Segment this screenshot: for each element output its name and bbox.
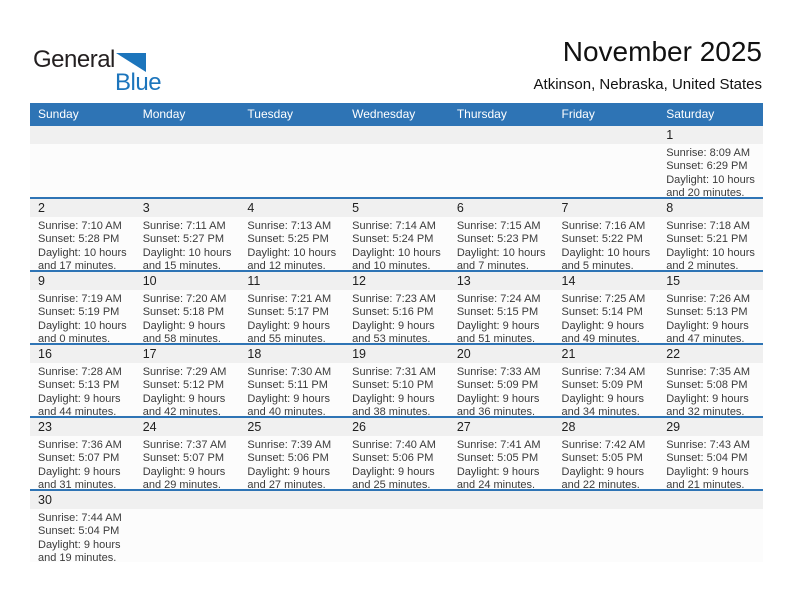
sunrise-line: Sunrise: 7:28 AM	[38, 365, 122, 378]
sunset-line: Sunset: 5:10 PM	[352, 379, 434, 391]
daylight-line-2: and 32 minutes.	[666, 406, 745, 418]
day-number: 10	[142, 274, 157, 288]
day-cell	[239, 126, 344, 197]
day-details	[38, 217, 131, 273]
day-details	[143, 363, 236, 419]
sunrise-line: Sunrise: 7:11 AM	[142, 219, 226, 232]
day-details	[143, 436, 236, 492]
day-number: 26	[352, 420, 367, 434]
daylight-line-2: and 0 minutes.	[38, 333, 111, 345]
day-cell	[658, 272, 763, 343]
daylight-line: Daylight: 9 hours	[561, 392, 645, 405]
day-number: 23	[38, 420, 52, 434]
daylight-line-2: and 44 minutes.	[38, 406, 117, 418]
day-details	[38, 290, 131, 346]
day-cell	[449, 418, 554, 489]
day-cell	[554, 345, 659, 416]
sunset-line: Sunset: 5:04 PM	[666, 452, 748, 464]
daylight-line-2: and 7 minutes.	[456, 260, 529, 272]
day-cell	[30, 345, 135, 416]
day-number: 9	[38, 274, 45, 288]
sunset-line: Sunset: 5:22 PM	[561, 233, 643, 245]
day-number: 29	[666, 420, 681, 434]
day-cell	[135, 199, 240, 270]
sunrise-line: Sunrise: 7:44 AM	[38, 511, 122, 524]
day-details	[352, 217, 445, 273]
sunset-line: Sunset: 5:06 PM	[352, 452, 434, 464]
day-number: 4	[247, 201, 255, 215]
day-cell	[135, 126, 240, 197]
daylight-line-2: and 27 minutes.	[247, 479, 326, 491]
day-details	[247, 363, 340, 419]
sunrise-line: Sunrise: 7:15 AM	[456, 219, 541, 232]
daylight-line-2: and 22 minutes.	[561, 479, 640, 491]
day-number: 18	[247, 347, 262, 361]
sunset-line: Sunset: 5:23 PM	[456, 233, 539, 245]
day-cell	[554, 126, 659, 197]
daylight-line-2: and 42 minutes.	[142, 406, 221, 418]
daylight-line-2: and 21 minutes.	[666, 479, 745, 491]
sunset-line: Sunset: 5:06 PM	[247, 452, 329, 464]
daylight-line: Daylight: 9 hours	[142, 465, 226, 478]
week-row	[30, 418, 763, 491]
daylight-line-2: and 5 minutes.	[561, 260, 634, 272]
sunrise-line: Sunrise: 7:42 AM	[561, 438, 646, 451]
daylight-line: Daylight: 9 hours	[247, 392, 330, 405]
daylight-line-2: and 29 minutes.	[142, 479, 221, 491]
day-cell	[344, 418, 449, 489]
daylight-line-2: and 10 minutes.	[352, 260, 431, 272]
weekday-header-friday: Friday	[561, 107, 595, 121]
sunset-line: Sunset: 5:27 PM	[142, 233, 225, 245]
weekday-header-wednesday: Wednesday	[352, 107, 416, 121]
sunrise-line: Sunrise: 7:18 AM	[666, 219, 750, 232]
sunrise-line: Sunrise: 7:43 AM	[666, 438, 750, 451]
daylight-line-2: and 24 minutes.	[456, 479, 536, 491]
day-number: 14	[561, 274, 576, 288]
day-cell	[554, 199, 659, 270]
day-number: 28	[561, 420, 576, 434]
day-details	[352, 436, 445, 492]
daylight-line: Daylight: 9 hours	[456, 392, 540, 405]
day-details	[247, 290, 340, 346]
sunset-line: Sunset: 5:11 PM	[247, 379, 328, 391]
weekday-header-monday: Monday	[142, 107, 186, 121]
day-number: 24	[142, 420, 157, 434]
sunrise-line: Sunrise: 7:33 AM	[456, 365, 541, 378]
day-number: 21	[561, 347, 576, 361]
day-cell	[30, 272, 135, 343]
sunset-line: Sunset: 5:13 PM	[38, 379, 120, 391]
daylight-line-2: and 40 minutes.	[247, 406, 326, 418]
calendar-weeks	[30, 126, 763, 562]
sunrise-line: Sunrise: 7:36 AM	[38, 438, 122, 451]
day-number: 30	[38, 493, 52, 507]
sunset-line: Sunset: 5:18 PM	[142, 306, 225, 318]
day-cell	[135, 272, 240, 343]
day-number: 11	[247, 274, 261, 288]
daylight-line: Daylight: 9 hours	[352, 465, 435, 478]
day-cell	[239, 272, 344, 343]
sunrise-line: Sunrise: 7:41 AM	[456, 438, 541, 451]
day-cell	[449, 199, 554, 270]
daylight-line: Daylight: 10 hours	[666, 173, 755, 186]
day-cell	[30, 418, 135, 489]
sunrise-line: Sunrise: 7:29 AM	[142, 365, 227, 378]
day-details	[143, 217, 236, 273]
daylight-line: Daylight: 10 hours	[142, 246, 232, 259]
week-row	[30, 126, 763, 199]
day-cell	[449, 126, 554, 197]
daylight-line: Daylight: 9 hours	[561, 319, 645, 332]
daylight-line-2: and 51 minutes.	[456, 333, 536, 345]
sunset-line: Sunset: 5:14 PM	[561, 306, 643, 318]
sunset-line: Sunset: 5:09 PM	[561, 379, 643, 391]
daylight-line: Daylight: 10 hours	[561, 246, 651, 259]
day-cell	[449, 491, 554, 562]
day-cell	[30, 126, 135, 197]
sunrise-line: Sunrise: 8:09 AM	[666, 146, 750, 159]
day-details	[38, 436, 131, 492]
daylight-line-2: and 36 minutes.	[456, 406, 536, 418]
day-cell	[658, 199, 763, 270]
day-cell	[239, 199, 344, 270]
daylight-line: Daylight: 10 hours	[666, 246, 755, 259]
sunrise-line: Sunrise: 7:21 AM	[247, 292, 332, 305]
daylight-line: Daylight: 10 hours	[38, 246, 127, 259]
day-details	[666, 436, 759, 492]
day-number: 17	[142, 347, 157, 361]
day-cell	[239, 418, 344, 489]
day-cell	[449, 345, 554, 416]
daylight-line-2: and 55 minutes.	[247, 333, 326, 345]
general-blue-logo	[33, 47, 183, 97]
sunrise-line: Sunrise: 7:31 AM	[352, 365, 436, 378]
logo-text-general: General	[33, 46, 115, 73]
day-details	[247, 217, 340, 273]
day-number: 16	[38, 347, 52, 361]
daylight-line-2: and 34 minutes.	[561, 406, 640, 418]
week-row	[30, 199, 763, 272]
sunset-line: Sunset: 5:05 PM	[561, 452, 643, 464]
day-cell	[554, 272, 659, 343]
day-cell	[239, 345, 344, 416]
sunset-line: Sunset: 5:08 PM	[666, 379, 748, 391]
day-cell	[554, 491, 659, 562]
daylight-line: Daylight: 9 hours	[561, 465, 645, 478]
day-details	[143, 290, 236, 346]
day-details	[457, 363, 550, 419]
sunset-line: Sunset: 5:17 PM	[247, 306, 329, 318]
sunset-line: Sunset: 5:19 PM	[38, 306, 120, 318]
daylight-line: Daylight: 9 hours	[38, 392, 121, 405]
day-cell	[658, 126, 763, 197]
day-details	[666, 217, 759, 273]
sunset-line: Sunset: 5:15 PM	[456, 306, 539, 318]
logo-text-blue: Blue	[115, 69, 162, 96]
day-cell	[658, 491, 763, 562]
daylight-line-2: and 25 minutes.	[352, 479, 431, 491]
day-number: 25	[247, 420, 262, 434]
day-cell	[135, 345, 240, 416]
sunrise-line: Sunrise: 7:20 AM	[142, 292, 227, 305]
weekday-header-saturday: Saturday	[666, 107, 715, 121]
day-details	[666, 363, 759, 419]
daylight-line-2: and 15 minutes.	[142, 260, 221, 272]
day-cell	[30, 491, 135, 562]
daylight-line-2: and 17 minutes.	[38, 260, 117, 272]
daylight-line: Daylight: 9 hours	[666, 465, 749, 478]
day-details	[38, 363, 131, 419]
day-details	[666, 144, 759, 200]
daylight-line: Daylight: 10 hours	[247, 246, 337, 259]
daylight-line: Daylight: 10 hours	[456, 246, 546, 259]
day-number: 7	[561, 201, 569, 215]
daylight-line-2: and 47 minutes.	[666, 333, 745, 345]
day-number: 15	[666, 274, 681, 288]
daylight-line-2: and 38 minutes.	[352, 406, 431, 418]
daylight-line-2: and 19 minutes.	[38, 552, 117, 564]
day-details	[562, 363, 655, 419]
daylight-line: Daylight: 9 hours	[456, 465, 540, 478]
day-number: 19	[352, 347, 367, 361]
day-details	[457, 436, 550, 492]
daylight-line-2: and 49 minutes.	[561, 333, 640, 345]
weekday-header-thursday: Thursday	[456, 107, 507, 121]
sunrise-line: Sunrise: 7:26 AM	[666, 292, 750, 305]
day-details	[666, 290, 759, 346]
day-number: 2	[38, 201, 45, 215]
day-number: 20	[456, 347, 471, 361]
daylight-line: Daylight: 10 hours	[352, 246, 441, 259]
sunrise-line: Sunrise: 7:23 AM	[352, 292, 436, 305]
day-number: 1	[666, 128, 674, 142]
daylight-line-2: and 20 minutes.	[666, 187, 745, 199]
day-details	[247, 436, 340, 492]
day-number: 12	[352, 274, 367, 288]
day-cell	[344, 199, 449, 270]
daylight-line: Daylight: 9 hours	[247, 465, 330, 478]
day-details	[562, 290, 655, 346]
sunrise-line: Sunrise: 7:24 AM	[456, 292, 541, 305]
day-cell	[239, 491, 344, 562]
sunrise-line: Sunrise: 7:34 AM	[561, 365, 646, 378]
sunrise-line: Sunrise: 7:10 AM	[38, 219, 122, 232]
daylight-line: Daylight: 9 hours	[666, 319, 749, 332]
daylight-line-2: and 12 minutes.	[247, 260, 326, 272]
day-details	[562, 436, 655, 492]
day-cell	[449, 272, 554, 343]
day-cell	[344, 272, 449, 343]
sunrise-line: Sunrise: 7:19 AM	[38, 292, 122, 305]
daylight-line: Daylight: 9 hours	[247, 319, 330, 332]
sunrise-line: Sunrise: 7:13 AM	[247, 219, 332, 232]
day-number: 13	[456, 274, 471, 288]
day-cell	[135, 418, 240, 489]
day-number: 6	[456, 201, 464, 215]
day-cell	[658, 345, 763, 416]
daylight-line-2: and 31 minutes.	[38, 479, 117, 491]
weekday-header-sunday: Sunday	[38, 107, 79, 121]
day-number: 3	[142, 201, 150, 215]
weekday-header-row	[30, 103, 763, 126]
sunset-line: Sunset: 5:04 PM	[38, 525, 120, 537]
calendar-grid	[30, 103, 763, 562]
daylight-line: Daylight: 9 hours	[38, 465, 121, 478]
day-number: 5	[352, 201, 360, 215]
daylight-line: Daylight: 10 hours	[38, 319, 127, 332]
sunset-line: Sunset: 5:13 PM	[666, 306, 748, 318]
day-details	[562, 217, 655, 273]
day-cell	[658, 418, 763, 489]
sunset-line: Sunset: 5:21 PM	[666, 233, 748, 245]
sunrise-line: Sunrise: 7:39 AM	[247, 438, 332, 451]
daylight-line: Daylight: 9 hours	[142, 392, 226, 405]
day-cell	[135, 491, 240, 562]
day-cell	[344, 126, 449, 197]
day-cell	[344, 345, 449, 416]
day-cell	[554, 418, 659, 489]
daylight-line: Daylight: 9 hours	[142, 319, 226, 332]
sunset-line: Sunset: 5:05 PM	[456, 452, 539, 464]
day-details	[457, 290, 550, 346]
daylight-line-2: and 53 minutes.	[352, 333, 431, 345]
week-row	[30, 272, 763, 345]
sunset-line: Sunset: 5:28 PM	[38, 233, 120, 245]
sunset-line: Sunset: 5:07 PM	[38, 452, 120, 464]
week-row	[30, 345, 763, 418]
daylight-line: Daylight: 9 hours	[666, 392, 749, 405]
week-row	[30, 491, 763, 562]
calendar-location-subtitle: Atkinson, Nebraska, United States	[533, 76, 762, 93]
sunset-line: Sunset: 5:24 PM	[352, 233, 434, 245]
sunrise-line: Sunrise: 7:35 AM	[666, 365, 750, 378]
day-details	[457, 217, 550, 273]
sunset-line: Sunset: 5:12 PM	[142, 379, 225, 391]
day-details	[38, 509, 131, 565]
sunrise-line: Sunrise: 7:30 AM	[247, 365, 332, 378]
daylight-line: Daylight: 9 hours	[38, 538, 121, 551]
sunrise-line: Sunrise: 7:25 AM	[561, 292, 646, 305]
sunset-line: Sunset: 5:25 PM	[247, 233, 329, 245]
daylight-line: Daylight: 9 hours	[352, 319, 435, 332]
sunrise-line: Sunrise: 7:16 AM	[561, 219, 646, 232]
daylight-line-2: and 58 minutes.	[142, 333, 221, 345]
sunset-line: Sunset: 5:09 PM	[456, 379, 539, 391]
sunset-line: Sunset: 6:29 PM	[666, 160, 748, 172]
day-details	[352, 363, 445, 419]
sunrise-line: Sunrise: 7:37 AM	[142, 438, 227, 451]
day-number: 22	[666, 347, 681, 361]
day-cell	[30, 199, 135, 270]
daylight-line: Daylight: 9 hours	[456, 319, 540, 332]
daylight-line: Daylight: 9 hours	[352, 392, 435, 405]
sunrise-line: Sunrise: 7:14 AM	[352, 219, 436, 232]
day-details	[352, 290, 445, 346]
sunrise-line: Sunrise: 7:40 AM	[352, 438, 436, 451]
sunset-line: Sunset: 5:16 PM	[352, 306, 434, 318]
day-cell	[344, 491, 449, 562]
weekday-header-tuesday: Tuesday	[247, 107, 293, 121]
calendar-month-title: November 2025	[562, 36, 762, 67]
day-number: 8	[666, 201, 674, 215]
daylight-line-2: and 2 minutes.	[666, 260, 739, 272]
day-number: 27	[456, 420, 471, 434]
sunset-line: Sunset: 5:07 PM	[142, 452, 225, 464]
